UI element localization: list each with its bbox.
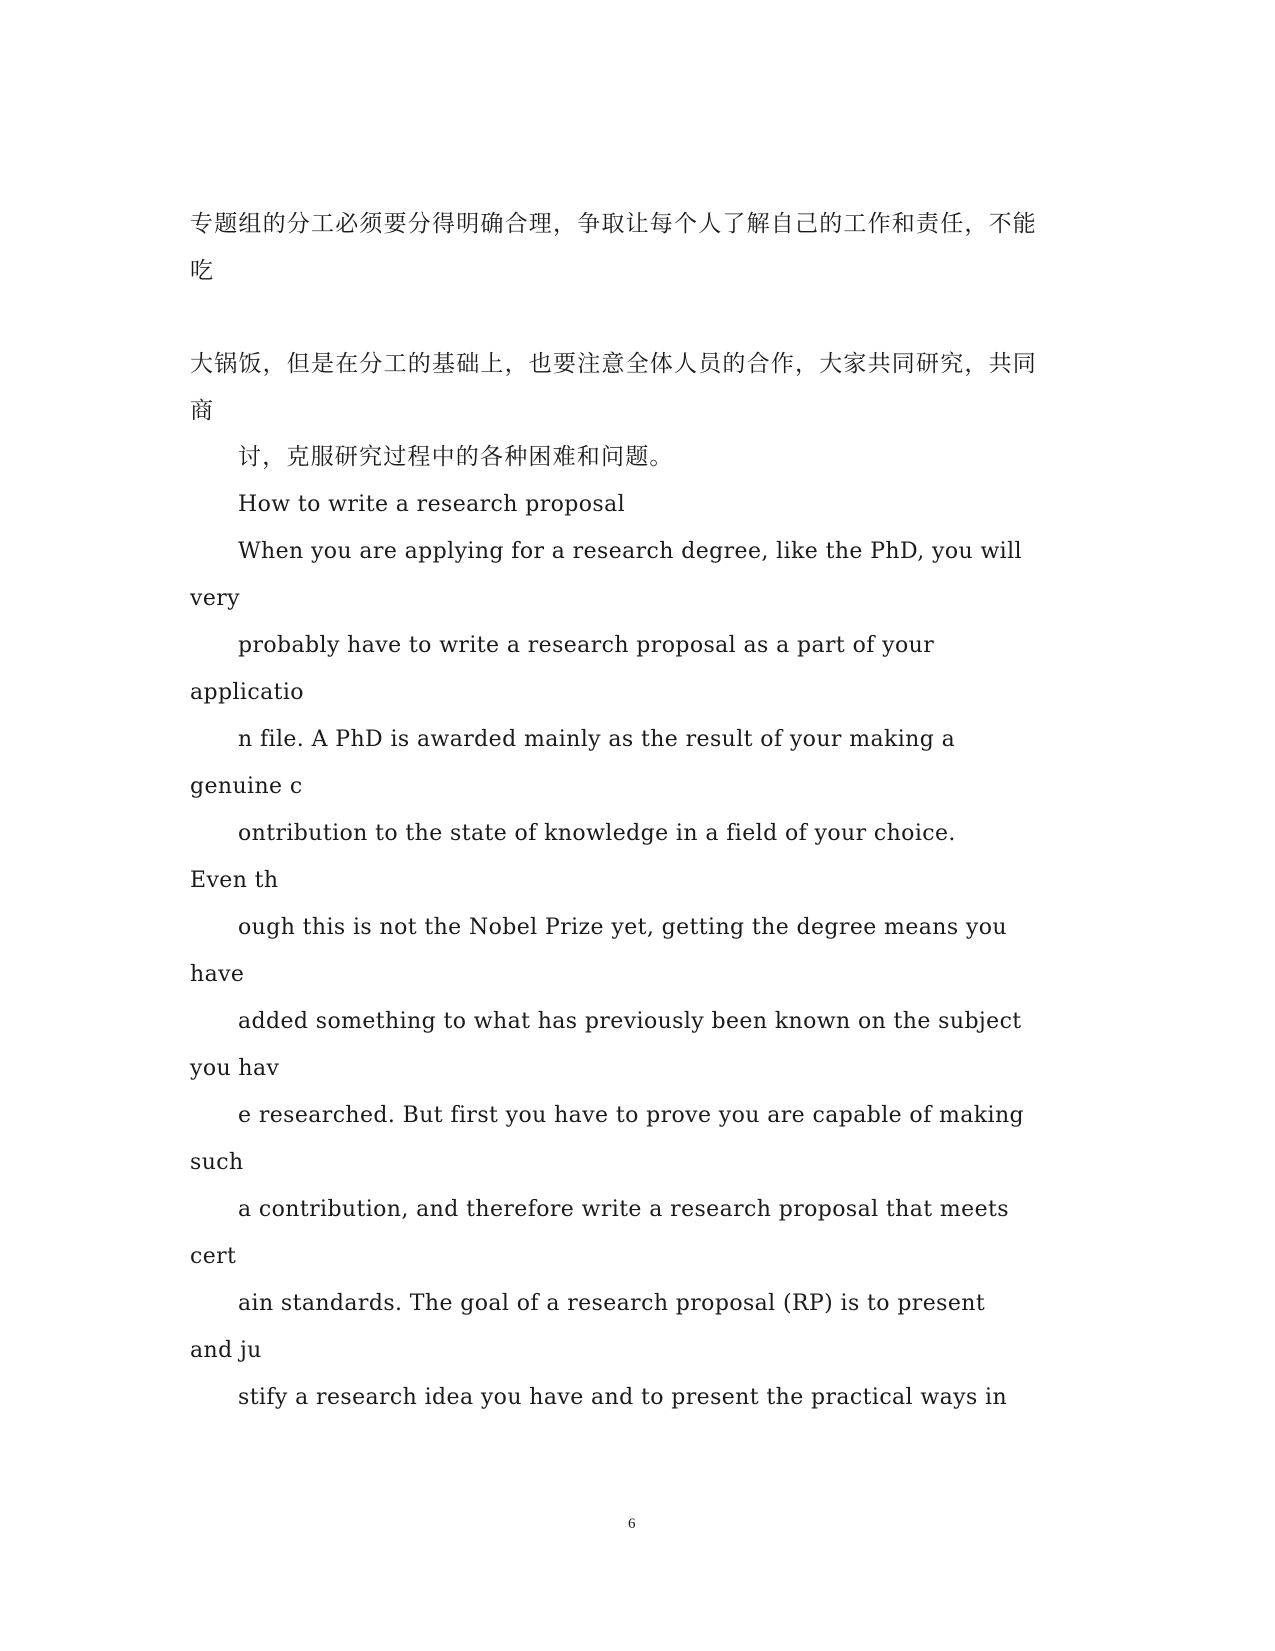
text-line: 商 (190, 398, 215, 424)
section-heading: How to write a research proposal (238, 492, 626, 517)
text-line: applicatio (190, 680, 304, 705)
text-line: 讨，克服研究过程中的各种困难和问题。 (238, 444, 674, 470)
text-line: When you are applying for a research degree, like the PhD, you will (238, 539, 1022, 564)
text-line: Even th (190, 868, 279, 893)
text-line: probably have to write a research proposal as a part of your (238, 633, 935, 658)
text-line: ough this is not the Nobel Prize yet, getting the degree means you (238, 915, 1007, 940)
text-line: 专题组的分工必须要分得明确合理，争取让每个人了解自己的工作和责任，不能 (190, 211, 1037, 237)
text-line: stify a research idea you have and to present the practical ways in (238, 1385, 1008, 1410)
text-line: genuine c (190, 774, 303, 799)
text-line: ain standards. The goal of a research proposal (RP) is to present (238, 1291, 986, 1316)
text-line: have (190, 962, 245, 987)
text-line: a contribution, and therefore write a research proposal that meets (238, 1197, 1009, 1222)
page-number: 6 (628, 1516, 636, 1532)
text-line: n file. A PhD is awarded mainly as the result of your making a (238, 727, 956, 752)
text-line: e researched. But first you have to prove you are capable of making (238, 1103, 1025, 1128)
text-line: very (190, 586, 240, 611)
text-line: and ju (190, 1338, 262, 1363)
text-line: ontribution to the state of knowledge in a field of your choice. (238, 821, 956, 846)
text-line: cert (190, 1244, 237, 1269)
text-line: you hav (190, 1056, 280, 1081)
text-line: such (190, 1150, 244, 1175)
text-line: 吃 (190, 258, 215, 284)
text-line: added something to what has previously been known on the subject (238, 1009, 1022, 1034)
text-line: 大锅饭，但是在分工的基础上，也要注意全体人员的合作，大家共同研究，共同 (190, 351, 1037, 377)
